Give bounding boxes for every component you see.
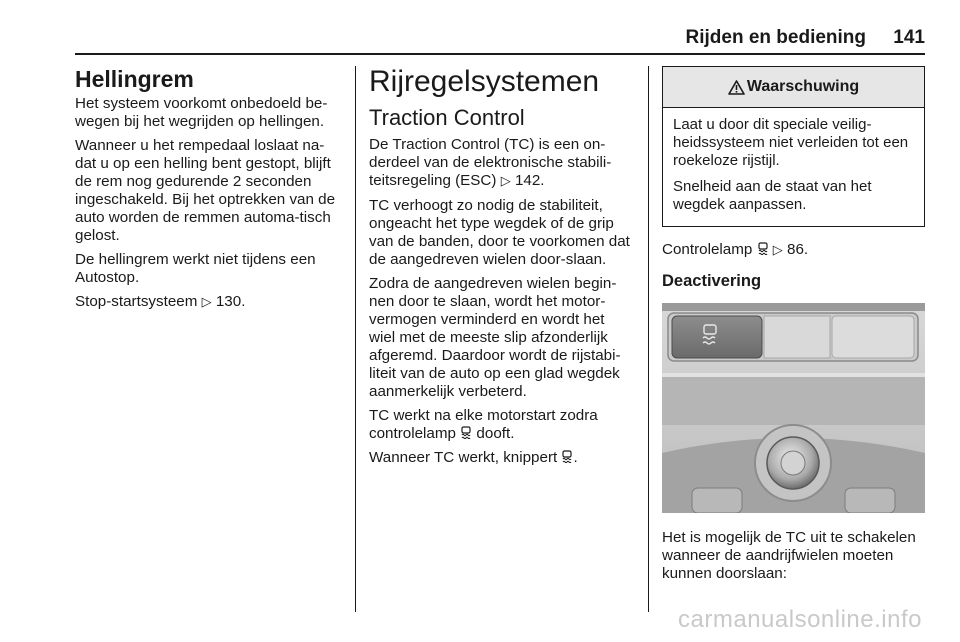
paragraph-text: De Traction Control (TC) is een on-derdeel van de elektronische stabili-teitsregeling (ESC) (369, 136, 612, 189)
warning-triangle-icon (728, 80, 745, 95)
heading-rijregelsystemen: Rijregelsystemen (369, 65, 600, 98)
paragraph-text: Wanneer TC werkt, knippert (369, 449, 558, 466)
reference-text: Stop-startsysteem (75, 293, 198, 310)
column-warning (662, 66, 925, 589)
column-hellingrem (75, 66, 343, 318)
tc-lamp-icon (460, 426, 472, 439)
column-divider-1 (355, 66, 356, 612)
warning-body (663, 108, 924, 226)
paragraph (369, 407, 633, 443)
paragraph: Het systeem voorkomt onbedoeld be-wegen bij het wegrijden op hellingen. (75, 95, 328, 130)
paragraph: TC verhoogt zo nodig de stabiliteit, ongeacht het type wegdek of de grip van de banden, door te voorkomen dat de aangedreven wielen door-slaan. (369, 197, 630, 268)
heading-traction-control: Traction Control (369, 105, 525, 130)
warning-paragraph: Snelheid aan de staat van het wegdek aanpassen. (673, 178, 872, 213)
lamp-text: Controlelamp (662, 241, 753, 258)
heading-hellingrem: Hellingrem (75, 66, 194, 92)
reference-page: 86. (787, 241, 809, 258)
triangle-ref-icon: ▷ (500, 174, 511, 189)
watermark: carmanualsonline.info (678, 606, 922, 633)
page-number: 141 (893, 27, 925, 48)
warning-header (663, 67, 924, 108)
lamp-reference (662, 241, 925, 260)
paragraph: De hellingrem werkt niet tijdens een Autostop. (75, 251, 316, 286)
triangle-ref-icon: ▷ (772, 243, 783, 258)
heading-deactivering: Deactivering (662, 272, 762, 290)
caption-paragraph: Het is mogelijk de TC uit te schakelen wanneer de aandrijfwielen moeten kunnen doorslaan: (662, 529, 916, 582)
warning-box (662, 66, 925, 227)
reference-page: 130. (215, 293, 246, 310)
warning-paragraph: Laat u door dit speciale veilig-heidssysteem niet verleiden tot een roekeloze rijstijl. (673, 116, 909, 169)
column-rijregelsystemen (369, 66, 633, 473)
paragraph: Wanneer u het rempedaal loslaat na-dat u op een helling bent gestopt, blijft de rem nog gedurende 2 seconden ingeschakeld. Bij het optrekken van de auto worden de remmen automa-tisch gelost. (75, 137, 336, 244)
paragraph (369, 136, 633, 191)
page-header (686, 27, 926, 49)
section-title: Rijden en bediening (685, 27, 867, 48)
column-divider-2 (648, 66, 649, 612)
warning-title: Waarschuwing (746, 78, 860, 95)
triangle-ref-icon: ▷ (201, 295, 212, 310)
reference-line (75, 293, 343, 312)
paragraph-text: dooft. (476, 425, 515, 442)
dashboard-illustration (662, 303, 925, 513)
header-rule (75, 53, 925, 55)
tc-lamp-icon (757, 242, 769, 255)
paragraph-text: . (573, 449, 578, 466)
paragraph-text: TC werkt na elke motorstart zodra controlelamp (369, 407, 598, 442)
reference-page: 142. (514, 172, 545, 189)
tc-lamp-icon (561, 450, 573, 463)
dashboard-photo (662, 303, 925, 513)
paragraph (369, 449, 633, 467)
paragraph: Zodra de aangedreven wielen begin-nen door te slaan, wordt het motor-vermogen verminderd en wordt het wiel met de meeste slip afzonderlijk afgeremd. Daardoor wordt de rijstabi-liteit van de auto op een glad wegdek aanmerkelijk verbeterd. (369, 275, 621, 400)
